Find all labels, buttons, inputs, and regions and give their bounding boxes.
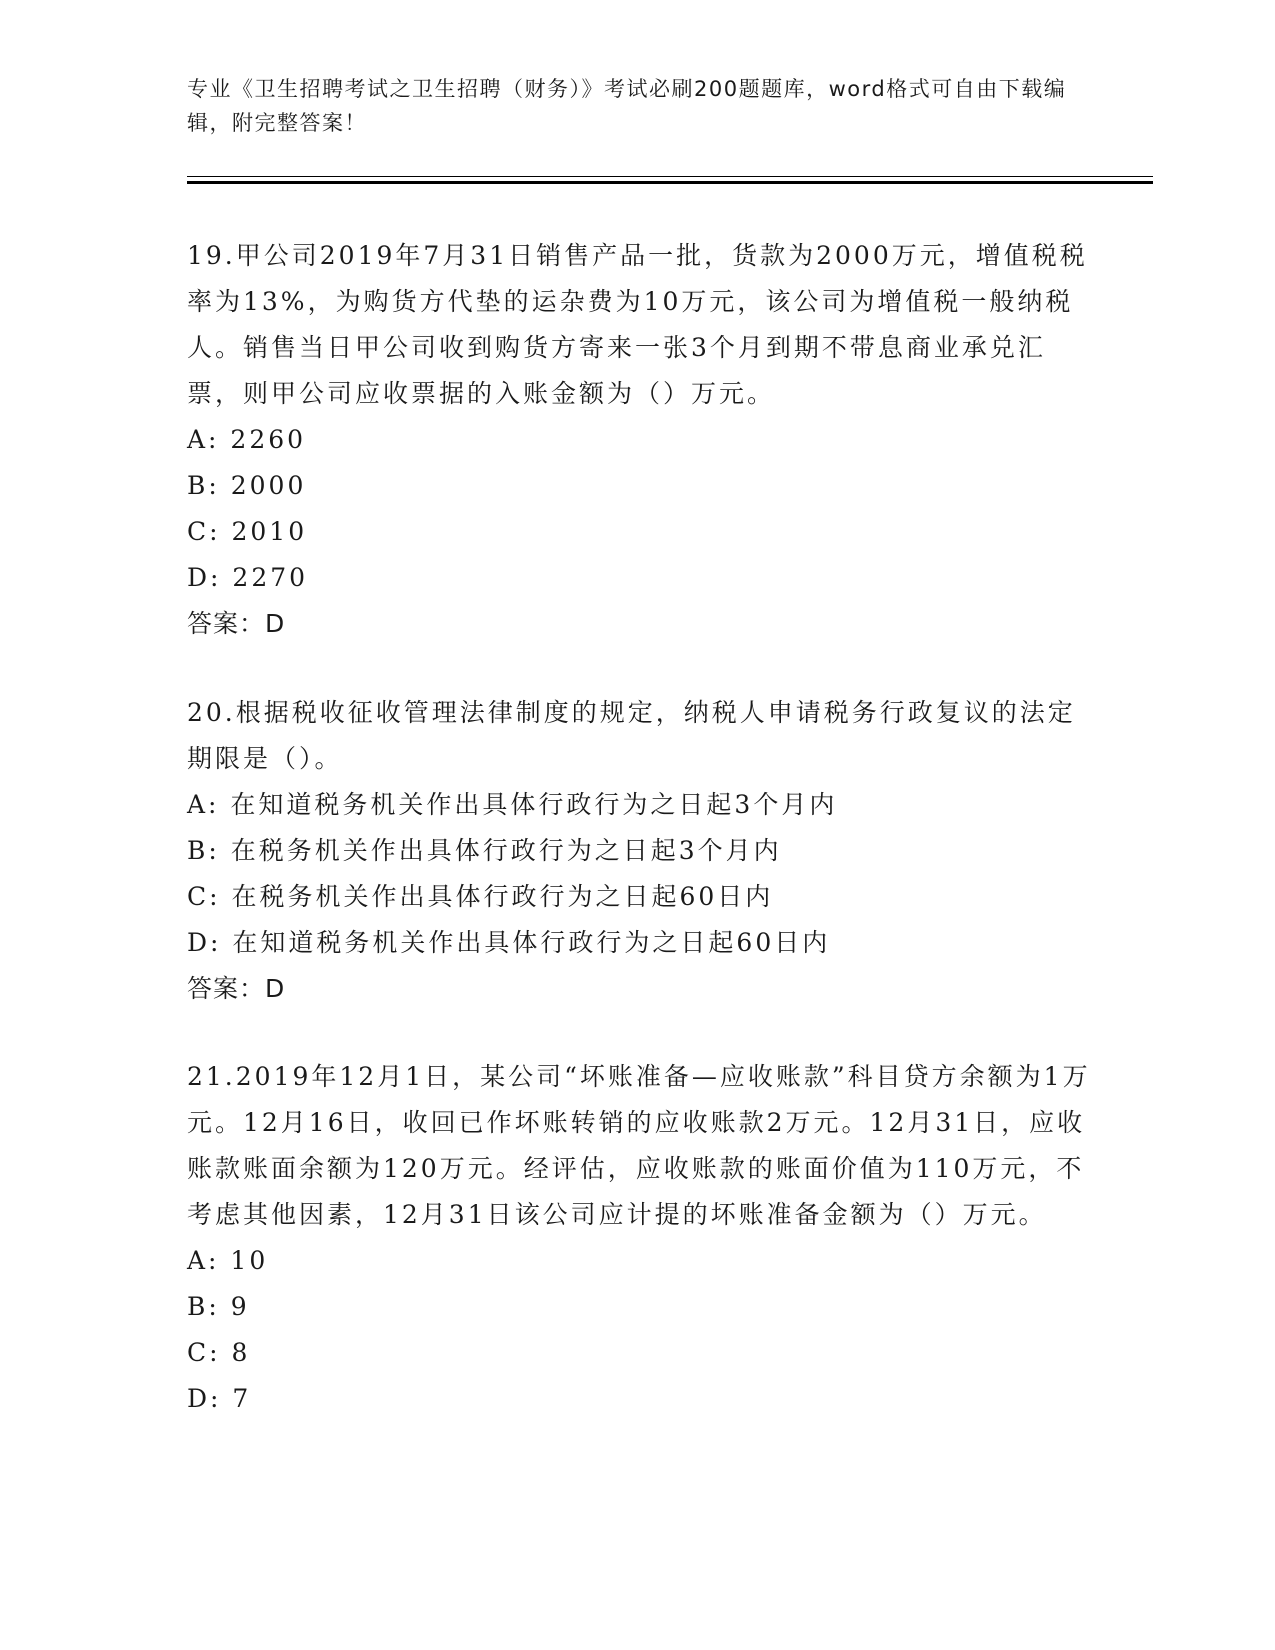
- option-d: D: 在知道税务机关作出具体行政行为之日起60日内: [187, 928, 831, 957]
- option-c: C: 2010: [187, 517, 308, 546]
- answer-line: 答案：D: [187, 609, 286, 638]
- option-b: B: 9: [187, 1292, 250, 1321]
- option-a: A: 2260: [187, 425, 307, 454]
- header-divider-thick: [187, 181, 1153, 184]
- option-b: B: 在税务机关作出具体行政行为之日起3个月内: [187, 836, 782, 865]
- question-19: [187, 233, 1097, 647]
- question-21: [187, 1054, 1097, 1422]
- option-d: D: 2270: [187, 563, 309, 592]
- question-stem: 21.2019年12月1日，某公司“坏账准备—应收账款”科目贷方余额为1万元。12月16日，收回已作坏账转销的应收账款2万元。12月31日，应收账款账面余额为120万元。经评估，应收账款的账面价值为110万元，不考虑其他因素，12月31日该公司应计提的坏账准备金额为（）万元。: [187, 1062, 1091, 1229]
- answer-line: 答案：D: [187, 974, 286, 1003]
- header-divider-thin: [187, 176, 1153, 177]
- option-a: A: 10: [187, 1246, 269, 1275]
- document-header: 专业《卫生招聘考试之卫生招聘（财务）》考试必刷200题题库，word格式可自由下载编辑，附完整答案！: [187, 77, 1067, 135]
- question-stem: 20.根据税收征收管理法律制度的规定，纳税人申请税务行政复议的法定期限是（）。: [187, 698, 1076, 773]
- option-c: C: 在税务机关作出具体行政行为之日起60日内: [187, 882, 774, 911]
- option-c: C: 8: [187, 1338, 251, 1367]
- option-b: B: 2000: [187, 471, 307, 500]
- option-a: A: 在知道税务机关作出具体行政行为之日起3个月内: [187, 790, 838, 819]
- option-d: D: 7: [187, 1384, 252, 1413]
- question-20: [187, 690, 1097, 1012]
- question-stem: 19.甲公司2019年7月31日销售产品一批，货款为2000万元，增值税税率为13%，为购货方代垫的运杂费为10万元，该公司为增值税一般纳税人。销售当日甲公司收到购货方寄来一张3个月到期不带息商业承兑汇票，则甲公司应收票据的入账金额为（）万元。: [187, 241, 1088, 408]
